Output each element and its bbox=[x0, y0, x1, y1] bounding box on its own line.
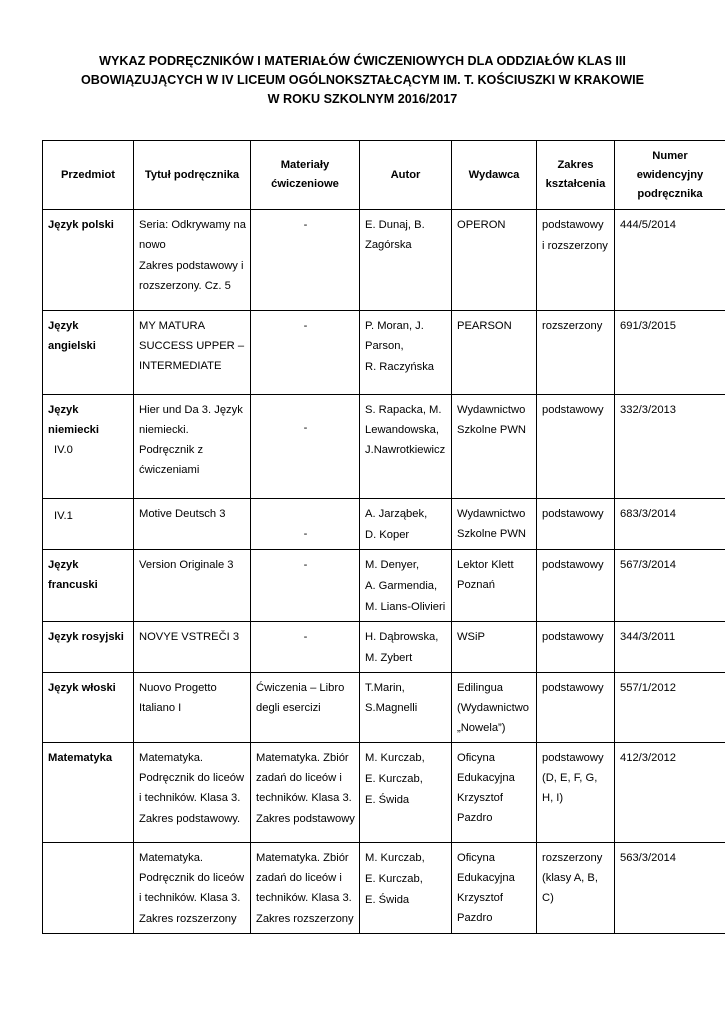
publisher-cell: PEARSON bbox=[452, 311, 537, 395]
subject-cell: Język włoski bbox=[43, 673, 134, 743]
subject-cell: Język angielski bbox=[43, 311, 134, 395]
title-cell: Nuovo Progetto Italiano I bbox=[134, 673, 251, 743]
materials-cell bbox=[251, 499, 360, 550]
publisher-cell: Edilingua (Wydawnictwo „Nowela”) bbox=[452, 673, 537, 743]
author-text: M. Zybert bbox=[365, 652, 413, 664]
materials-cell: - bbox=[251, 311, 360, 395]
title-cell: MY MATURA SUCCESS UPPER – INTERMEDIATE bbox=[134, 311, 251, 395]
title-cell: Hier und Da 3. Język niemiecki. Podręcznik z ćwiczeniami bbox=[134, 395, 251, 499]
title-text: Matematyka. Podręcznik do liceów i techników. Klasa 3. bbox=[139, 852, 245, 904]
subject-cell: Język polski bbox=[43, 210, 134, 311]
author-cell bbox=[360, 843, 452, 934]
number-cell: 412/3/2012 bbox=[615, 743, 725, 843]
publisher-cell: WSiP bbox=[452, 622, 537, 673]
materials-text: - bbox=[303, 422, 308, 434]
table-row bbox=[43, 843, 725, 934]
scope-cell: podstawowy bbox=[537, 550, 615, 622]
subject-cell bbox=[43, 499, 134, 550]
title-cell bbox=[134, 210, 251, 311]
author-cell bbox=[360, 550, 452, 622]
header-author: Autor bbox=[360, 141, 452, 210]
author-text: M. Denyer, bbox=[365, 559, 420, 571]
subject-cell bbox=[43, 843, 134, 934]
materials-cell: - bbox=[251, 550, 360, 622]
group-label: IV.1 bbox=[54, 510, 73, 522]
author-cell: E. Dunaj, B. Zagórska bbox=[360, 210, 452, 311]
title-text: Matematyka. Podręcznik do liceów i techników. Klasa 3. bbox=[139, 752, 245, 804]
header-publisher: Wydawca bbox=[452, 141, 537, 210]
title-text: Zakres podstawowy. bbox=[139, 813, 241, 825]
publisher-cell: Wydawnictwo Szkolne PWN bbox=[452, 395, 537, 499]
scope-cell bbox=[537, 210, 615, 311]
title-line-1: WYKAZ PODRĘCZNIKÓW I MATERIAŁÓW ĆWICZENIOWYCH DLA ODDZIAŁÓW KLAS III bbox=[99, 54, 626, 68]
title-cell bbox=[134, 743, 251, 843]
scope-text: i rozszerzony bbox=[542, 240, 608, 252]
number-cell: 567/3/2014 bbox=[615, 550, 725, 622]
document-title bbox=[40, 52, 685, 109]
materials-cell: Ćwiczenia – Libro degli esercizi bbox=[251, 673, 360, 743]
author-cell: T.Marin, S.Magnelli bbox=[360, 673, 452, 743]
scope-cell: podstawowy bbox=[537, 673, 615, 743]
publisher-cell: Wydawnictwo Szkolne PWN bbox=[452, 499, 537, 550]
number-cell: 344/3/2011 bbox=[615, 622, 725, 673]
materials-cell: - bbox=[251, 210, 360, 311]
author-cell bbox=[360, 622, 452, 673]
header-title: Tytuł podręcznika bbox=[134, 141, 251, 210]
materials-text: Zakres rozszerzony bbox=[256, 913, 354, 925]
materials-cell: - bbox=[251, 622, 360, 673]
author-cell bbox=[360, 499, 452, 550]
table-row bbox=[43, 499, 725, 550]
author-text: E. Kurczab, bbox=[365, 873, 423, 885]
author-text: A. Jarząbek, bbox=[365, 508, 428, 520]
header-subject: Przedmiot bbox=[43, 141, 134, 210]
subject-cell: Język rosyjski bbox=[43, 622, 134, 673]
header-row bbox=[43, 141, 725, 210]
materials-text: Matematyka. Zbiór zadań do liceów i techników. Klasa 3. bbox=[256, 852, 352, 904]
number-cell: 691/3/2015 bbox=[615, 311, 725, 395]
materials-cell bbox=[251, 843, 360, 934]
title-cell: Motive Deutsch 3 bbox=[134, 499, 251, 550]
materials-text: - bbox=[303, 528, 308, 540]
author-cell bbox=[360, 311, 452, 395]
author-text: H. Dąbrowska, bbox=[365, 631, 439, 643]
author-text: E. Świda bbox=[365, 794, 410, 806]
table-row bbox=[43, 743, 725, 843]
author-text: M. Lians-Olivieri bbox=[365, 601, 446, 613]
title-text: Seria: Odkrywamy na nowo bbox=[139, 219, 246, 251]
header-number: Numer ewidencyjny podręcznika bbox=[615, 141, 725, 210]
author-text: A. Garmendia, bbox=[365, 580, 438, 592]
subject-cell: Matematyka bbox=[43, 743, 134, 843]
author-text: D. Koper bbox=[365, 529, 410, 541]
scope-cell: podstawowy bbox=[537, 499, 615, 550]
title-cell: Version Originale 3 bbox=[134, 550, 251, 622]
scope-text: podstawowy bbox=[542, 219, 604, 231]
publisher-cell: OPERON bbox=[452, 210, 537, 311]
table-row bbox=[43, 550, 725, 622]
title-text: Zakres rozszerzony bbox=[139, 913, 237, 925]
title-cell: NOVYE VSTREČI 3 bbox=[134, 622, 251, 673]
author-text: P. Moran, J. Parson, bbox=[365, 320, 424, 352]
number-cell: 557/1/2012 bbox=[615, 673, 725, 743]
publisher-cell: Oficyna Edukacyjna Krzysztof Pazdro bbox=[452, 743, 537, 843]
number-cell: 444/5/2014 bbox=[615, 210, 725, 311]
scope-cell: rozszerzony bbox=[537, 311, 615, 395]
author-text: R. Raczyńska bbox=[365, 361, 435, 373]
table-row bbox=[43, 673, 725, 743]
subject-cell bbox=[43, 395, 134, 499]
textbook-table bbox=[42, 140, 725, 934]
author-text: E. Świda bbox=[365, 894, 410, 906]
author-text: E. Kurczab, bbox=[365, 773, 423, 785]
scope-cell: podstawowy bbox=[537, 395, 615, 499]
number-cell: 683/3/2014 bbox=[615, 499, 725, 550]
table-row bbox=[43, 622, 725, 673]
title-cell bbox=[134, 843, 251, 934]
materials-cell bbox=[251, 395, 360, 499]
table-row bbox=[43, 210, 725, 311]
table-row bbox=[43, 311, 725, 395]
title-line-2: OBOWIĄZUJĄCYCH W IV LICEUM OGÓLNOKSZTAŁCĄCYM IM. T. KOŚCIUSZKI W KRAKOWIE bbox=[81, 73, 644, 87]
header-materials: Materiały ćwiczeniowe bbox=[251, 141, 360, 210]
publisher-cell: Lektor Klett Poznań bbox=[452, 550, 537, 622]
subject-text: Język niemiecki bbox=[48, 404, 99, 436]
scope-cell: podstawowy bbox=[537, 622, 615, 673]
title-line-3: W ROKU SZKOLNYM 2016/2017 bbox=[267, 92, 458, 106]
table-row bbox=[43, 395, 725, 499]
author-cell bbox=[360, 743, 452, 843]
header-scope: Zakres kształcenia bbox=[537, 141, 615, 210]
scope-cell: podstawowy (D, E, F, G, H, I) bbox=[537, 743, 615, 843]
subject-cell: Język francuski bbox=[43, 550, 134, 622]
author-text: M. Kurczab, bbox=[365, 752, 425, 764]
materials-cell bbox=[251, 743, 360, 843]
author-text: M. Kurczab, bbox=[365, 852, 425, 864]
scope-cell: rozszerzony (klasy A, B, C) bbox=[537, 843, 615, 934]
number-cell: 332/3/2013 bbox=[615, 395, 725, 499]
group-label: IV.0 bbox=[54, 444, 73, 456]
number-cell: 563/3/2014 bbox=[615, 843, 725, 934]
materials-text: Zakres podstawowy bbox=[256, 813, 355, 825]
author-cell: S. Rapacka, M. Lewandowska, J.Nawrotkiewicz bbox=[360, 395, 452, 499]
publisher-cell: Oficyna Edukacyjna Krzysztof Pazdro bbox=[452, 843, 537, 934]
title-text: Zakres podstawowy i rozszerzony. Cz. 5 bbox=[139, 260, 244, 292]
materials-text: Matematyka. Zbiór zadań do liceów i techników. Klasa 3. bbox=[256, 752, 352, 804]
